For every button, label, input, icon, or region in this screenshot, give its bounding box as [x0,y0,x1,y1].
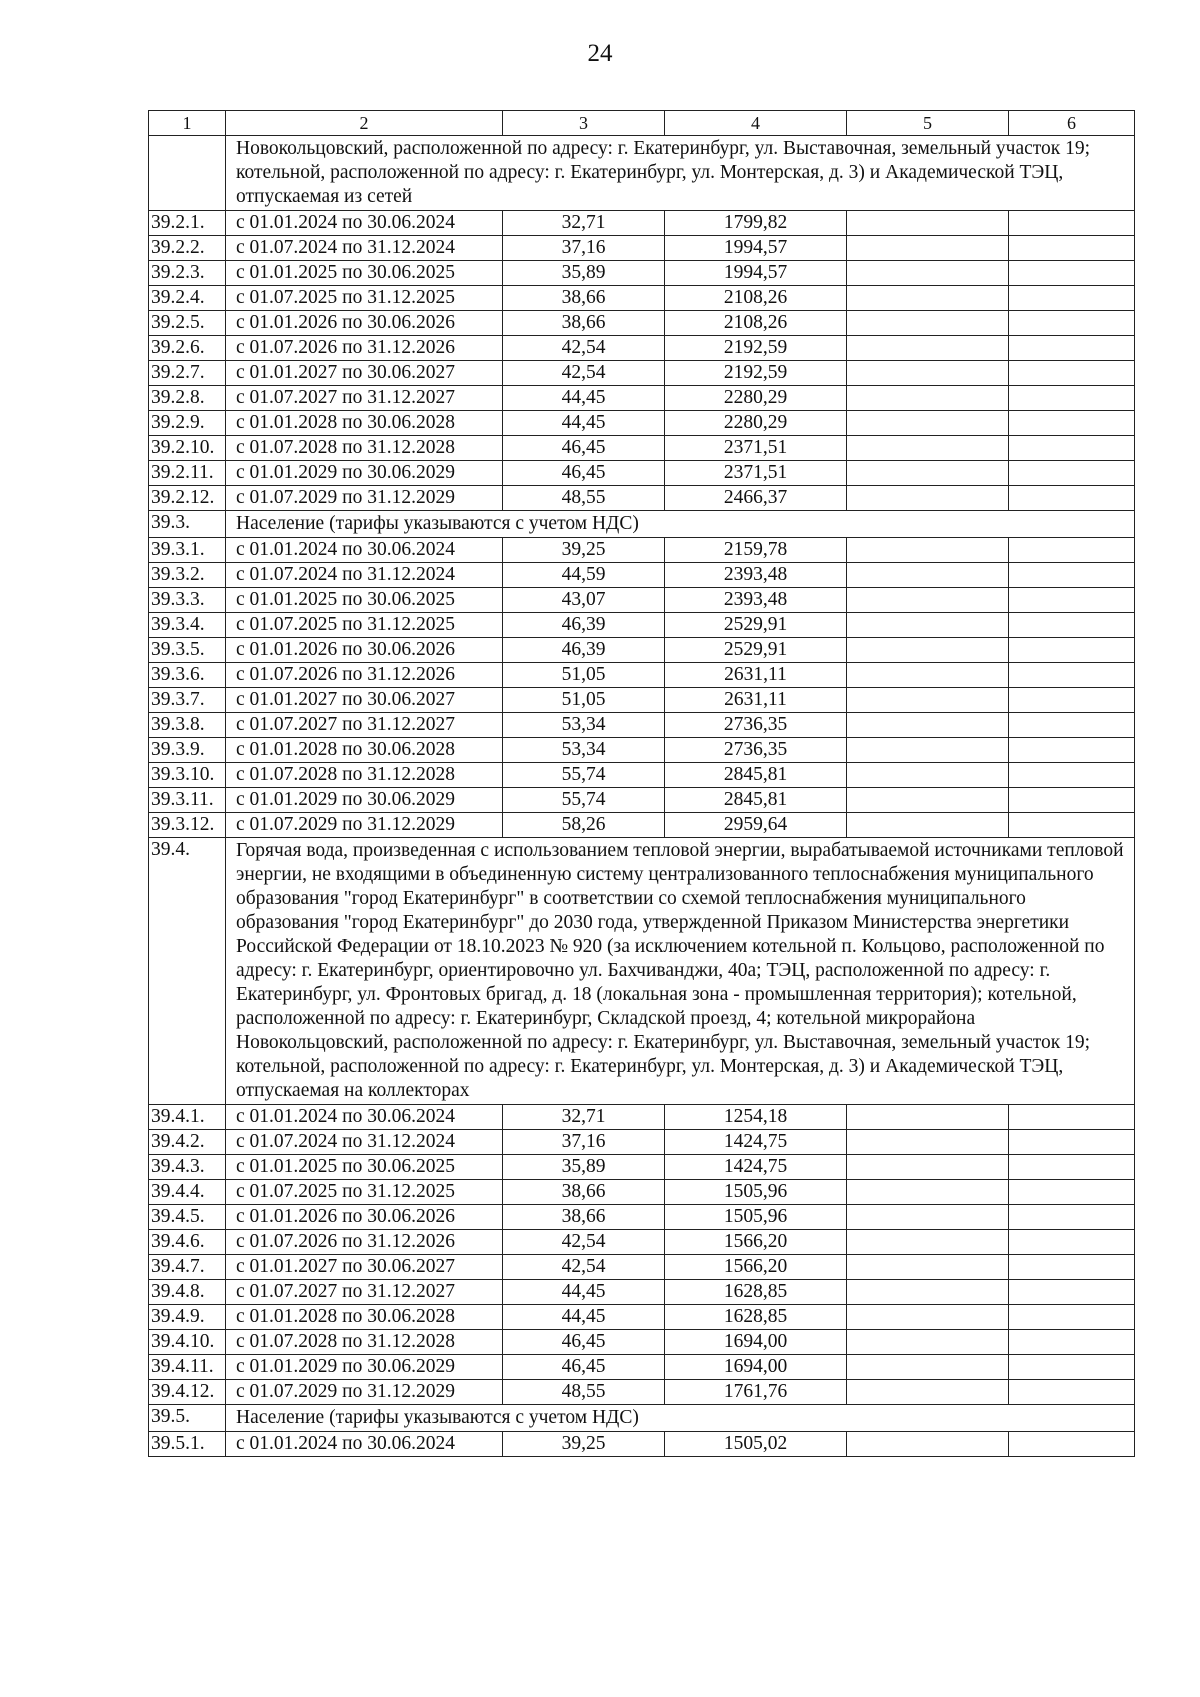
value-col6 [1009,1130,1135,1155]
row-number: 39.2.11. [149,461,226,486]
section-row-39-4 [149,838,1135,1105]
row-number: 39.2.3. [149,261,226,286]
value-col6 [1009,663,1135,688]
value-col4: 2371,51 [665,436,847,461]
period-cell: с 01.07.2025 по 31.12.2025 [226,1180,503,1205]
value-col5 [847,1305,1009,1330]
tariff-table [148,110,1135,1457]
value-col3: 37,16 [503,236,665,261]
period-cell: с 01.01.2027 по 30.06.2027 [226,1255,503,1280]
row-number: 39.2.10. [149,436,226,461]
period-cell: с 01.07.2025 по 31.12.2025 [226,286,503,311]
value-col6 [1009,563,1135,588]
value-col3: 58,26 [503,813,665,838]
value-col6 [1009,538,1135,563]
table-row [149,1255,1135,1280]
value-col3: 46,45 [503,436,665,461]
table-row [149,713,1135,738]
value-col5 [847,1432,1009,1457]
value-col5 [847,1205,1009,1230]
value-col5 [847,361,1009,386]
value-col4: 2393,48 [665,563,847,588]
period-cell: с 01.07.2024 по 31.12.2024 [226,236,503,261]
value-col3: 51,05 [503,688,665,713]
row-number: 39.4.8. [149,1280,226,1305]
table-row [149,663,1135,688]
value-col6 [1009,738,1135,763]
value-col4: 1628,85 [665,1305,847,1330]
period-cell: с 01.07.2026 по 31.12.2026 [226,336,503,361]
value-col6 [1009,638,1135,663]
value-col4: 2631,11 [665,663,847,688]
period-cell: с 01.01.2025 по 30.06.2025 [226,588,503,613]
value-col5 [847,638,1009,663]
value-col3: 38,66 [503,286,665,311]
row-number: 39.3.11. [149,788,226,813]
row-number: 39.3.6. [149,663,226,688]
row-number: 39.3.2. [149,563,226,588]
value-col5 [847,763,1009,788]
value-col6 [1009,436,1135,461]
value-col5 [847,461,1009,486]
table-row [149,1305,1135,1330]
row-number: 39.4.11. [149,1355,226,1380]
value-col3: 46,39 [503,613,665,638]
row-number: 39.4.7. [149,1255,226,1280]
row-number: 39.3.3. [149,588,226,613]
value-col4: 1424,75 [665,1130,847,1155]
value-col3: 35,89 [503,1155,665,1180]
value-col5 [847,336,1009,361]
value-col3: 44,45 [503,386,665,411]
period-cell: с 01.01.2024 по 30.06.2024 [226,538,503,563]
page-number: 24 [587,40,613,67]
value-col6 [1009,211,1135,236]
value-col6 [1009,713,1135,738]
table-row [149,1280,1135,1305]
value-col6 [1009,486,1135,511]
period-cell: с 01.07.2028 по 31.12.2028 [226,1330,503,1355]
value-col5 [847,261,1009,286]
value-col5 [847,211,1009,236]
table-row [149,788,1135,813]
row-number: 39.3.1. [149,538,226,563]
value-col6 [1009,311,1135,336]
value-col6 [1009,1205,1135,1230]
value-col3: 44,45 [503,1305,665,1330]
value-col4: 1424,75 [665,1155,847,1180]
value-col6 [1009,763,1135,788]
table-row [149,588,1135,613]
value-col4: 2280,29 [665,386,847,411]
period-cell: с 01.01.2029 по 30.06.2029 [226,1355,503,1380]
value-col5 [847,563,1009,588]
value-col3: 46,45 [503,1330,665,1355]
period-cell: с 01.07.2029 по 31.12.2029 [226,1380,503,1405]
value-col3: 39,25 [503,538,665,563]
value-col6 [1009,1305,1135,1330]
table-row [149,613,1135,638]
value-col3: 55,74 [503,763,665,788]
value-col5 [847,311,1009,336]
row-number: 39.2.6. [149,336,226,361]
row-number: 39.4.12. [149,1380,226,1405]
value-col4: 1566,20 [665,1230,847,1255]
row-number: 39.3. [149,511,226,538]
value-col4: 2108,26 [665,286,847,311]
value-col3: 42,54 [503,336,665,361]
table-row [149,1130,1135,1155]
value-col4: 2845,81 [665,788,847,813]
value-col4: 2393,48 [665,588,847,613]
period-cell: с 01.01.2029 по 30.06.2029 [226,788,503,813]
value-col5 [847,486,1009,511]
period-cell: с 01.01.2024 по 30.06.2024 [226,211,503,236]
value-col4: 1761,76 [665,1380,847,1405]
value-col6 [1009,813,1135,838]
table-row [149,236,1135,261]
period-cell: с 01.01.2024 по 30.06.2024 [226,1105,503,1130]
value-col3: 32,71 [503,1105,665,1130]
value-col3: 37,16 [503,1130,665,1155]
row-number: 39.4.1. [149,1105,226,1130]
value-col5 [847,613,1009,638]
value-col3: 32,71 [503,211,665,236]
table-row [149,563,1135,588]
value-col5 [847,1105,1009,1130]
value-col6 [1009,1432,1135,1457]
period-cell: с 01.01.2025 по 30.06.2025 [226,261,503,286]
value-col4: 1505,96 [665,1205,847,1230]
column-number-row [149,111,1135,136]
row-number: 39.3.10. [149,763,226,788]
row-number: 39.3.8. [149,713,226,738]
value-col5 [847,1130,1009,1155]
value-col3: 43,07 [503,588,665,613]
value-col6 [1009,788,1135,813]
period-cell: с 01.01.2026 по 30.06.2026 [226,1205,503,1230]
period-cell: с 01.07.2027 по 31.12.2027 [226,386,503,411]
value-col4: 2845,81 [665,763,847,788]
value-col6 [1009,1155,1135,1180]
value-col4: 1254,18 [665,1105,847,1130]
value-col3: 51,05 [503,663,665,688]
value-col4: 1505,96 [665,1180,847,1205]
value-col4: 2371,51 [665,461,847,486]
table-row [149,336,1135,361]
value-col5 [847,1330,1009,1355]
period-cell: с 01.01.2028 по 30.06.2028 [226,411,503,436]
row-number: 39.5. [149,1405,226,1432]
period-cell: с 01.07.2024 по 31.12.2024 [226,1130,503,1155]
period-cell: с 01.07.2029 по 31.12.2029 [226,813,503,838]
value-col3: 38,66 [503,1180,665,1205]
period-cell: с 01.07.2025 по 31.12.2025 [226,613,503,638]
period-cell: с 01.01.2026 по 30.06.2026 [226,311,503,336]
value-col4: 1566,20 [665,1255,847,1280]
value-col4: 1799,82 [665,211,847,236]
table-row [149,688,1135,713]
value-col5 [847,813,1009,838]
value-col6 [1009,386,1135,411]
period-cell: с 01.07.2026 по 31.12.2026 [226,1230,503,1255]
row-number: 39.2.5. [149,311,226,336]
value-col5 [847,663,1009,688]
section-row-39-3 [149,511,1135,538]
empty-cell [149,136,226,211]
section-title: Население (тарифы указываются с учетом НДС) [226,1405,1135,1432]
value-col5 [847,738,1009,763]
table-row [149,1155,1135,1180]
value-col5 [847,1355,1009,1380]
value-col4: 1505,02 [665,1432,847,1457]
period-cell: с 01.01.2028 по 30.06.2028 [226,738,503,763]
value-col6 [1009,1255,1135,1280]
row-number: 39.3.7. [149,688,226,713]
column-number: 4 [665,111,847,136]
period-cell: с 01.01.2028 по 30.06.2028 [226,1305,503,1330]
table-row [149,1230,1135,1255]
value-col5 [847,588,1009,613]
table-row [149,738,1135,763]
table-row [149,638,1135,663]
table-row [149,1105,1135,1130]
value-col4: 2529,91 [665,638,847,663]
value-col3: 53,34 [503,713,665,738]
table-row [149,1432,1135,1457]
table-row [149,386,1135,411]
table-row [149,361,1135,386]
row-number: 39.2.7. [149,361,226,386]
row-number: 39.2.4. [149,286,226,311]
period-cell: с 01.07.2027 по 31.12.2027 [226,713,503,738]
value-col4: 1628,85 [665,1280,847,1305]
row-number: 39.2.2. [149,236,226,261]
value-col4: 2192,59 [665,336,847,361]
table-row [149,261,1135,286]
value-col4: 2192,59 [665,361,847,386]
value-col3: 46,45 [503,1355,665,1380]
period-cell: с 01.01.2027 по 30.06.2027 [226,688,503,713]
value-col3: 42,54 [503,1255,665,1280]
table-row [149,486,1135,511]
intro-row [149,136,1135,211]
table-row [149,461,1135,486]
column-number: 1 [149,111,226,136]
column-number: 6 [1009,111,1135,136]
table-row [149,813,1135,838]
value-col5 [847,688,1009,713]
period-cell: с 01.07.2026 по 31.12.2026 [226,663,503,688]
value-col6 [1009,1230,1135,1255]
value-col6 [1009,261,1135,286]
value-col5 [847,236,1009,261]
value-col3: 35,89 [503,261,665,286]
value-col4: 2631,11 [665,688,847,713]
row-number: 39.2.1. [149,211,226,236]
table-row [149,411,1135,436]
table-row [149,311,1135,336]
value-col4: 2959,64 [665,813,847,838]
value-col6 [1009,613,1135,638]
value-col3: 38,66 [503,311,665,336]
value-col3: 39,25 [503,1432,665,1457]
value-col4: 1994,57 [665,261,847,286]
period-cell: с 01.01.2024 по 30.06.2024 [226,1432,503,1457]
row-number: 39.3.4. [149,613,226,638]
value-col6 [1009,1105,1135,1130]
value-col3: 42,54 [503,361,665,386]
value-col3: 44,45 [503,411,665,436]
table-row [149,1380,1135,1405]
row-number: 39.4.4. [149,1180,226,1205]
row-number: 39.3.5. [149,638,226,663]
value-col3: 46,45 [503,461,665,486]
value-col4: 1694,00 [665,1330,847,1355]
value-col3: 46,39 [503,638,665,663]
value-col4: 1994,57 [665,236,847,261]
row-number: 39.2.12. [149,486,226,511]
table-row [149,1355,1135,1380]
row-number: 39.4.6. [149,1230,226,1255]
period-cell: с 01.07.2028 по 31.12.2028 [226,436,503,461]
table-row [149,1330,1135,1355]
period-cell: с 01.01.2025 по 30.06.2025 [226,1155,503,1180]
period-cell: с 01.07.2027 по 31.12.2027 [226,1280,503,1305]
row-number: 39.4.2. [149,1130,226,1155]
value-col6 [1009,361,1135,386]
value-col4: 2736,35 [665,738,847,763]
value-col6 [1009,461,1135,486]
value-col4: 1694,00 [665,1355,847,1380]
row-number: 39.4.9. [149,1305,226,1330]
value-col5 [847,538,1009,563]
value-col6 [1009,1355,1135,1380]
period-cell: с 01.07.2029 по 31.12.2029 [226,486,503,511]
value-col4: 2529,91 [665,613,847,638]
value-col4: 2108,26 [665,311,847,336]
value-col4: 2736,35 [665,713,847,738]
value-col6 [1009,688,1135,713]
value-col6 [1009,1280,1135,1305]
value-col3: 55,74 [503,788,665,813]
value-col5 [847,713,1009,738]
value-col5 [847,286,1009,311]
value-col5 [847,1230,1009,1255]
value-col6 [1009,1380,1135,1405]
row-number: 39.2.8. [149,386,226,411]
row-number: 39.4. [149,838,226,1105]
value-col3: 38,66 [503,1205,665,1230]
row-number: 39.4.5. [149,1205,226,1230]
table-row [149,1180,1135,1205]
value-col6 [1009,588,1135,613]
table-row [149,763,1135,788]
value-col6 [1009,286,1135,311]
section-row-39-5 [149,1405,1135,1432]
period-cell: с 01.07.2028 по 31.12.2028 [226,763,503,788]
period-cell: с 01.07.2024 по 31.12.2024 [226,563,503,588]
value-col5 [847,411,1009,436]
table-row [149,1205,1135,1230]
value-col4: 2159,78 [665,538,847,563]
table-row [149,286,1135,311]
table-row [149,538,1135,563]
period-cell: с 01.01.2027 по 30.06.2027 [226,361,503,386]
value-col5 [847,788,1009,813]
value-col3: 42,54 [503,1230,665,1255]
value-col3: 48,55 [503,1380,665,1405]
tariff-table-body [149,111,1135,1457]
table-row [149,436,1135,461]
value-col6 [1009,236,1135,261]
value-col6 [1009,1180,1135,1205]
column-number: 3 [503,111,665,136]
intro-text: Новокольцовский, расположенной по адресу: г. Екатеринбург, ул. Выставочная, земельный участок 19; котельной, расположенной по адресу: г. Екатеринбург, ул. Монтерская, д. 3) и Академической ТЭЦ, отпускаемая из сетей [226,136,1135,211]
section-title: Горячая вода, произведенная с использованием тепловой энергии, вырабатываемой источниками тепловой энергии, не входящими в объединенную систему централизованного теплоснабжения муниципального образования "город Екатеринбург" в соответствии со схемой теплоснабжения муниципального образования "город Екатеринбург" до 2030 года, утвержденной Приказом Министерства энергетики Российской Федерации от 18.10.2023 № 920 (за исключением котельной п. Кольцово, расположенной по адресу: г. Екатеринбург, ориентировочно ул. Бахчиванджи, 40а; ТЭЦ, расположенной по адресу: г. Екатеринбург, ул. Фронтовых бригад, д. 18 (локальная зона - промышленная территория); котельной, расположенной по адресу: г. Екатеринбург, Складской проезд, 4; котельной микрорайона Новокольцовский, расположенной по адресу: г. Екатеринбург, ул. Выставочная, земельный участок 19; котельной, расположенной по адресу: г. Екатеринбург, ул. Монтерская, д. 3) и Академической ТЭЦ, отпускаемая на коллекторах [226,838,1135,1105]
value-col5 [847,1255,1009,1280]
row-number: 39.3.12. [149,813,226,838]
value-col6 [1009,336,1135,361]
period-cell: с 01.01.2026 по 30.06.2026 [226,638,503,663]
row-number: 39.4.10. [149,1330,226,1355]
value-col6 [1009,411,1135,436]
value-col5 [847,1380,1009,1405]
table-row [149,211,1135,236]
value-col3: 48,55 [503,486,665,511]
value-col5 [847,436,1009,461]
value-col5 [847,1280,1009,1305]
value-col5 [847,1155,1009,1180]
column-number: 5 [847,111,1009,136]
value-col5 [847,386,1009,411]
row-number: 39.5.1. [149,1432,226,1457]
value-col3: 44,59 [503,563,665,588]
row-number: 39.2.9. [149,411,226,436]
section-title: Население (тарифы указываются с учетом НДС) [226,511,1135,538]
value-col3: 44,45 [503,1280,665,1305]
column-number: 2 [226,111,503,136]
value-col4: 2280,29 [665,411,847,436]
value-col6 [1009,1330,1135,1355]
row-number: 39.3.9. [149,738,226,763]
value-col3: 53,34 [503,738,665,763]
row-number: 39.4.3. [149,1155,226,1180]
value-col5 [847,1180,1009,1205]
value-col4: 2466,37 [665,486,847,511]
period-cell: с 01.01.2029 по 30.06.2029 [226,461,503,486]
